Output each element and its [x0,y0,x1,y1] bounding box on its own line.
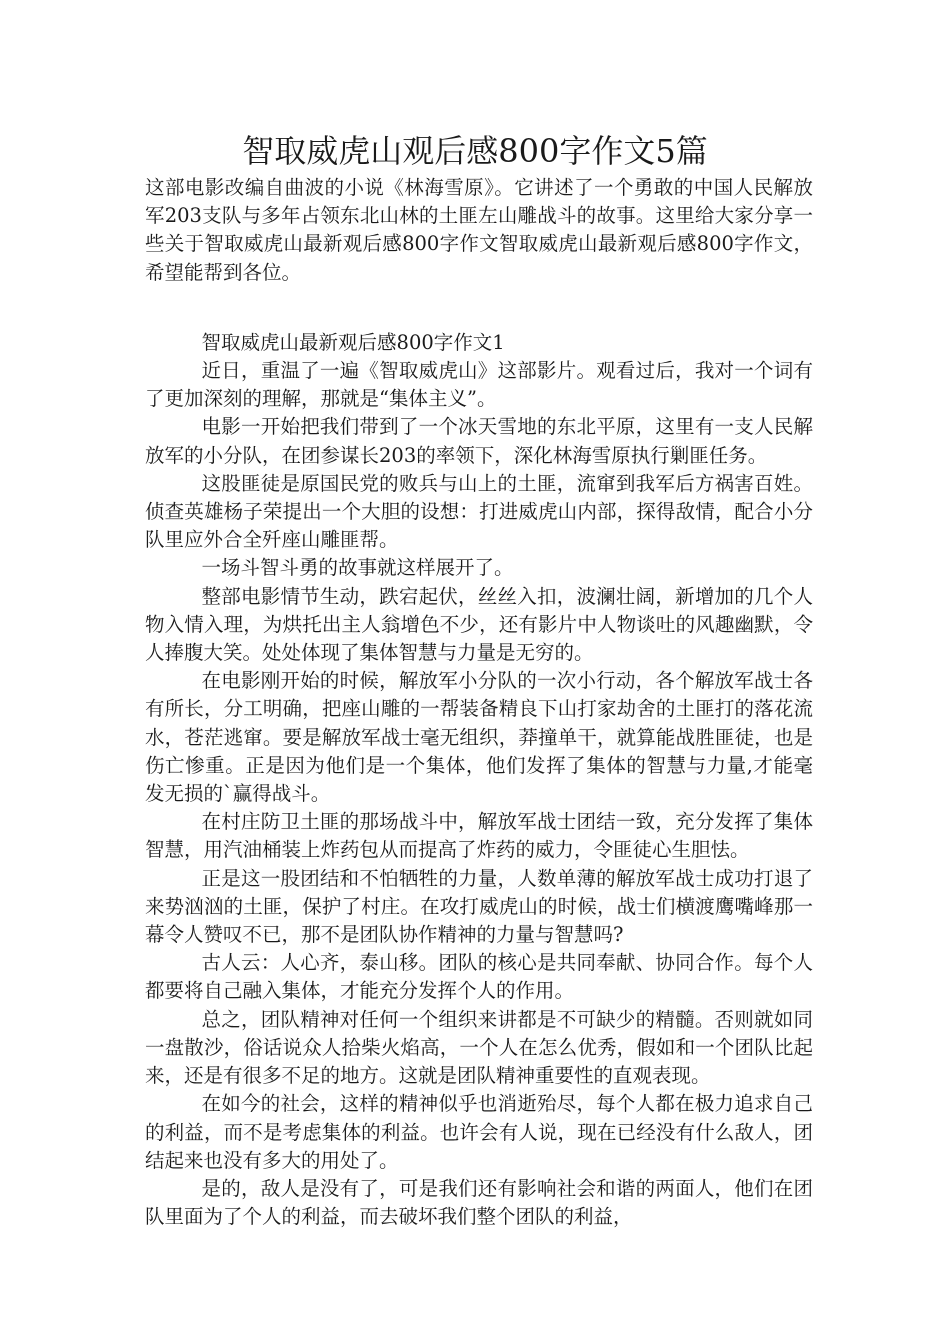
body-paragraph: 是的，敌人是没有了，可是我们还有影响社会和谐的两面人，他们在团队里面为了个人的利益，而去破坏我们整个团队的利益， [145,1176,813,1229]
section-heading: 智取威虎山最新观后感800字作文1 [201,330,505,354]
document-title: 智取威虎山观后感800字作文5篇 [242,132,708,170]
body-paragraph: 在村庄防卫土匪的那场战斗中，解放军战士团结一致，充分发挥了集体智慧，用汽油桶装上炸药包从而提高了炸药的威力，令匪徒心生胆怯。 [145,810,813,862]
body-paragraph: 总之，团队精神对任何一个组织来讲都是不可缺少的精髓。否则就如同一盘散沙，俗话说众人拾柴火焰高，一个人在怎么优秀，假如和一个团队比起来，还是有很多不足的地方。这就是团队精神重要性的直观表现。 [145,1007,813,1088]
body-paragraph: 一场斗智斗勇的故事就这样展开了。 [201,556,514,580]
body-paragraph: 古人云：人心齐，泰山移。团队的核心是共同奉献、协同合作。每个人都要将自己融入集体，才能充分发挥个人的作用。 [145,951,813,1003]
body-paragraph: 整部电影情节生动，跌宕起伏，丝丝入扣，波澜壮阔，新增加的几个人物入情入理，为烘托出主人翁增色不少，还有影片中人物谈吐的风趣幽默，令人捧腹大笑。处处体现了集体智慧与力量是无穷的。 [145,584,813,665]
body-paragraph: 近日，重温了一遍《智取威虎山》这部影片。观看过后，我对一个词有了更加深刻的理解，那就是“集体主义”。 [145,359,813,411]
section-spacer [145,287,813,329]
body-paragraph: 在电影刚开始的时候，解放军小分队的一次小行动，各个解放军战士各有所长，分工明确，把座山雕的一帮装备精良下山打家劫舍的土匪打的落花流水，苍茫逃窜。要是解放军战士毫无组织，莽撞单干，就算能战胜匪徒，也是伤亡惨重。正是因为他们是一个集体，他们发挥了集体的智慧与力量,才能毫发无损的`赢得战斗。 [145,669,813,806]
body-paragraph: 这股匪徒是原国民党的败兵与山上的土匪，流窜到我军后方祸害百姓。侦查英雄杨子荣提出一个大胆的设想：打进威虎山内部，探得敌情，配合小分队里应外合全歼座山雕匪帮。 [145,471,813,552]
body-paragraph: 在如今的社会，这样的精神似乎也消逝殆尽，每个人都在极力追求自己的利益，而不是考虑集体的利益。也许会有人说，现在已经没有什么敌人，团结起来也没有多大的用处了。 [145,1092,813,1172]
body-paragraph: 正是这一股团结和不怕牺牲的力量，人数单薄的解放军战士成功打退了来势汹汹的土匪，保护了村庄。在攻打威虎山的时候，战士们横渡鹰嘴峰那一幕令人赞叹不已，那不是团队协作精神的力量与智慧吗? [145,866,813,947]
document-body [145,174,813,1231]
body-paragraph: 电影一开始把我们带到了一个冰天雪地的东北平原，这里有一支人民解放军的小分队，在团参谋长203的率领下，深化林海雪原执行剿匪任务。 [145,415,813,467]
intro-paragraph: 这部电影改编自曲波的小说《林海雪原》。它讲述了一个勇敢的中国人民解放军203支队与多年占领东北山林的土匪左山雕战斗的故事。这里给大家分享一些关于智取威虎山最新观后感800字作文智取威虎山最新观后感800字作文，希望能帮到各位。 [145,176,813,284]
